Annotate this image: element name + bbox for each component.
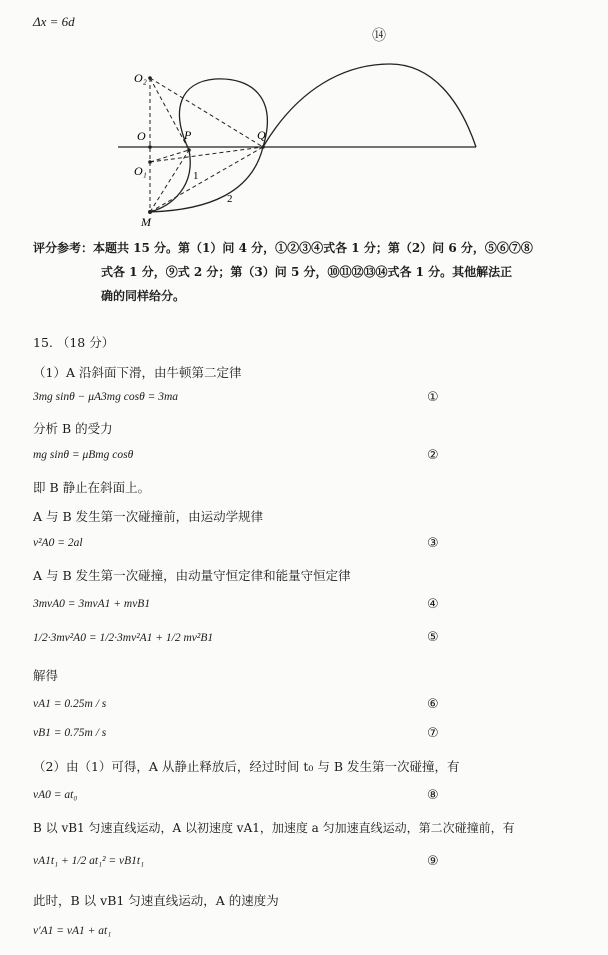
dashed-o1-p: [150, 150, 189, 162]
equation-1: 3mg sinθ − μA3mg cosθ = 3ma: [33, 391, 179, 403]
line-text: （2）由（1）可得，A 从静止释放后，经过时间 t₀ 与 B 发生第一次碰撞，有: [33, 759, 460, 774]
label-p: P: [184, 128, 192, 142]
line-text: A 与 B 发生第一次碰撞，由动量守恒定律和能量守恒定律: [33, 568, 351, 583]
equation-number: ③: [427, 536, 439, 551]
scoring-line-1: 评分参考：本题共 15 分。第（1）问 4 分，①②③④式各 1 分；第（2）问 6 分，⑤⑥⑦⑧: [33, 241, 533, 255]
equation-number: ①: [427, 390, 439, 405]
equation-6: vA1 = 0.25m / s: [33, 698, 107, 710]
line-text: 即 B 静止在斜面上。: [33, 480, 151, 495]
point-p: [187, 148, 191, 152]
scoring-line-2: 式各 1 分，⑨式 2 分；第（3）问 5 分，⑩⑪⑫⑬⑭式各 1 分。其他解法正: [101, 265, 513, 279]
label-o1: O₁: [134, 164, 147, 178]
trajectory-1: [150, 150, 190, 212]
dashed-o1-q: [150, 147, 263, 162]
line-text: 解得: [33, 668, 59, 683]
line-text: （1）A 沿斜面下滑，由牛顿第二定律: [33, 365, 242, 380]
equation-number: ④: [427, 597, 439, 612]
page-marker: ⑭: [372, 28, 386, 44]
equation-9: vA1t₁ + 1/2 at₁² = vB1t₁: [33, 855, 145, 867]
equation-number: ⑦: [427, 726, 439, 741]
equation-3: v²A0 = 2al: [33, 537, 83, 549]
line-text: 分析 B 的受力: [33, 421, 113, 436]
dashed-o2-q: [150, 78, 263, 147]
label-m: M: [141, 215, 151, 229]
equation-5: 1/2·3mv²A0 = 1/2·3mv²A1 + 1/2 mv²B1: [33, 632, 214, 644]
equation-7: vB1 = 0.75m / s: [33, 727, 107, 739]
line-text: 此时，B 以 vB1 匀速直线运动，A 的速度为: [33, 893, 279, 908]
point-o1: [148, 160, 152, 164]
point-q: [261, 145, 265, 149]
label-o: O: [137, 129, 146, 143]
point-o2: [148, 76, 152, 80]
label-o2: O₂: [134, 71, 147, 85]
problem-title: 15. （18 分）: [33, 335, 115, 350]
equation-4: 3mvA0 = 3mvA1 + mvB1: [33, 598, 151, 610]
equation-number: ⑨: [427, 854, 439, 869]
equation-10: v′A1 = vA1 + at₁: [33, 925, 112, 937]
line-text: B 以 vB1 匀速直线运动，A 以初速度 vA1，加速度 a 匀加速直线运动，第二次碰撞前，有: [33, 821, 515, 835]
label-path-1: 1: [193, 170, 199, 182]
equation-number: ⑧: [427, 788, 439, 803]
equation-2: mg sinθ = μBmg cosθ: [33, 449, 134, 461]
upper-loop-arc: [180, 79, 268, 150]
geometry-figure: [0, 0, 608, 240]
point-m: [148, 210, 152, 214]
line-text: A 与 B 发生第一次碰撞前，由运动学规律: [33, 509, 264, 524]
equation-number: ⑥: [427, 697, 439, 712]
label-q: Q: [257, 128, 266, 142]
equation-number: ②: [427, 448, 439, 463]
scoring-line-3: 确的同样给分。: [101, 289, 186, 303]
top-equation: Δx = 6d: [33, 14, 75, 29]
label-path-2: 2: [227, 193, 233, 205]
equation-8: vA0 = at₀: [33, 789, 78, 801]
equation-number: ⑤: [427, 630, 439, 645]
point-o: [148, 145, 152, 149]
large-arc: [263, 64, 476, 147]
